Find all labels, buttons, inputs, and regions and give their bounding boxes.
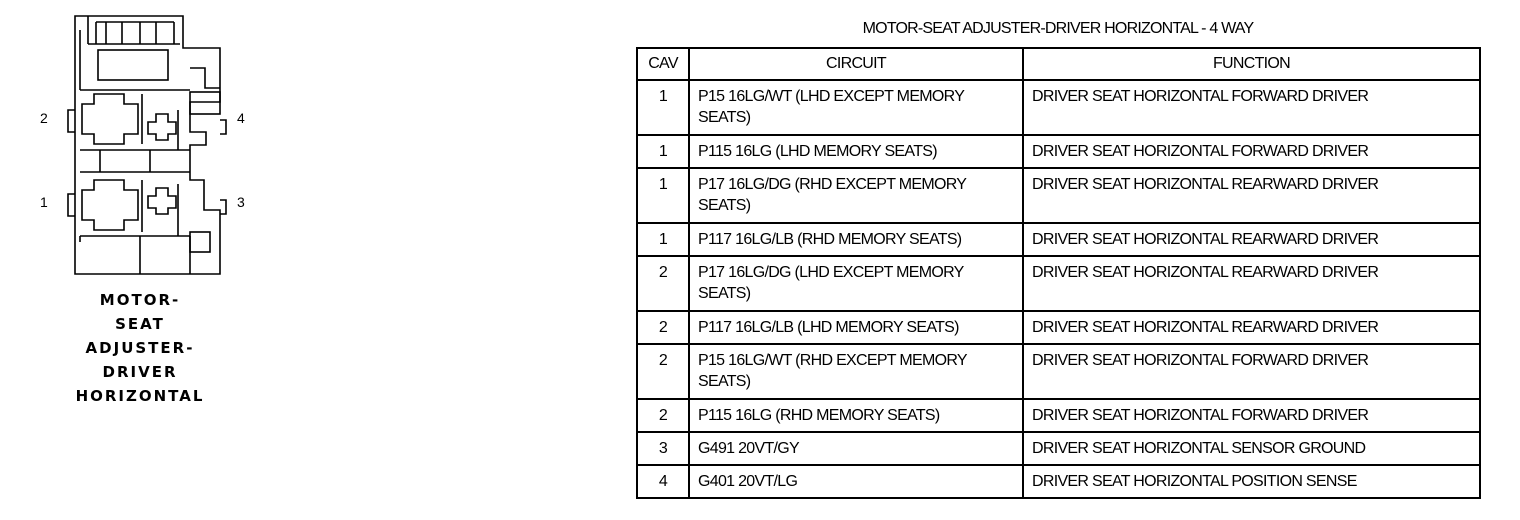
circuit-cell: P15 16LG/WT (LHD EXCEPT MEMORY SEATS) xyxy=(689,80,1023,135)
header-circuit: CIRCUIT xyxy=(689,48,1023,80)
function-cell: DRIVER SEAT HORIZONTAL REARWARD DRIVER xyxy=(1023,168,1480,223)
cav-cell: 3 xyxy=(637,432,689,465)
function-cell: DRIVER SEAT HORIZONTAL SENSOR GROUND xyxy=(1023,432,1480,465)
right-latch-upper xyxy=(220,120,226,134)
table-row xyxy=(637,256,1480,311)
table-row xyxy=(637,80,1480,135)
pinout-table xyxy=(636,47,1481,499)
caption-line: DRIVER xyxy=(102,363,178,381)
table-row xyxy=(637,344,1480,399)
circuit-cell: G491 20VT/GY xyxy=(689,432,1023,465)
cav-cell: 2 xyxy=(637,399,689,432)
table-row xyxy=(637,135,1480,168)
table-row xyxy=(637,311,1480,344)
cav-cell: 1 xyxy=(637,223,689,256)
upper-right-tab xyxy=(190,92,220,114)
circuit-cell: P117 16LG/LB (RHD MEMORY SEATS) xyxy=(689,223,1023,256)
cav-cell: 4 xyxy=(637,465,689,498)
cavity-2 xyxy=(82,94,138,144)
latch-cage xyxy=(88,16,180,44)
cavity-3 xyxy=(148,188,176,214)
left-latch-lower xyxy=(68,194,75,216)
circuit-cell: P17 16LG/DG (LHD EXCEPT MEMORY SEATS) xyxy=(689,256,1023,311)
table-row xyxy=(637,432,1480,465)
table-row xyxy=(637,399,1480,432)
pin-label-1: 1 xyxy=(40,194,48,210)
table-row xyxy=(637,223,1480,256)
caption-line: MOTOR- xyxy=(99,291,181,309)
caption-line: SEAT xyxy=(115,315,165,333)
function-cell: DRIVER SEAT HORIZONTAL REARWARD DRIVER xyxy=(1023,256,1480,311)
circuit-cell: G401 20VT/LG xyxy=(689,465,1023,498)
function-cell: DRIVER SEAT HORIZONTAL FORWARD DRIVER xyxy=(1023,399,1480,432)
table-title: MOTOR-SEAT ADJUSTER-DRIVER HORIZONTAL - 4 WAY xyxy=(862,20,1254,37)
cavity-1 xyxy=(82,180,138,230)
circuit-cell: P117 16LG/LB (LHD MEMORY SEATS) xyxy=(689,311,1023,344)
function-cell: DRIVER SEAT HORIZONTAL FORWARD DRIVER xyxy=(1023,135,1480,168)
left-latch-upper xyxy=(68,110,75,132)
connector-caption xyxy=(60,288,220,408)
circuit-cell: P115 16LG (RHD MEMORY SEATS) xyxy=(689,399,1023,432)
header-function: FUNCTION xyxy=(1023,48,1480,80)
function-cell: DRIVER SEAT HORIZONTAL REARWARD DRIVER xyxy=(1023,223,1480,256)
right-latch-lower xyxy=(220,200,226,214)
header-cav: CAV xyxy=(637,48,689,80)
circuit-cell: P17 16LG/DG (RHD EXCEPT MEMORY SEATS) xyxy=(689,168,1023,223)
pin-label-4: 4 xyxy=(237,110,245,126)
pin-label-2: 2 xyxy=(40,110,48,126)
connector-face-drawing xyxy=(30,10,245,280)
table-header-row xyxy=(637,48,1480,80)
circuit-cell: P115 16LG (LHD MEMORY SEATS) xyxy=(689,135,1023,168)
caption-line: ADJUSTER- xyxy=(85,339,195,357)
cav-cell: 1 xyxy=(637,168,689,223)
table-row xyxy=(637,465,1480,498)
cavity-4 xyxy=(148,114,176,140)
function-cell: DRIVER SEAT HORIZONTAL FORWARD DRIVER xyxy=(1023,80,1480,135)
cav-cell: 1 xyxy=(637,135,689,168)
circuit-cell: P15 16LG/WT (RHD EXCEPT MEMORY SEATS) xyxy=(689,344,1023,399)
function-cell: DRIVER SEAT HORIZONTAL REARWARD DRIVER xyxy=(1023,311,1480,344)
latch-window xyxy=(98,50,168,80)
function-cell: DRIVER SEAT HORIZONTAL FORWARD DRIVER xyxy=(1023,344,1480,399)
pin-label-3: 3 xyxy=(237,194,245,210)
cav-cell: 2 xyxy=(637,344,689,399)
cav-cell: 2 xyxy=(637,311,689,344)
cav-cell: 1 xyxy=(637,80,689,135)
cav-cell: 2 xyxy=(637,256,689,311)
function-cell: DRIVER SEAT HORIZONTAL POSITION SENSE xyxy=(1023,465,1480,498)
caption-line: HORIZONTAL xyxy=(75,387,205,405)
lower-right-tab xyxy=(190,232,210,252)
table-row xyxy=(637,168,1480,223)
